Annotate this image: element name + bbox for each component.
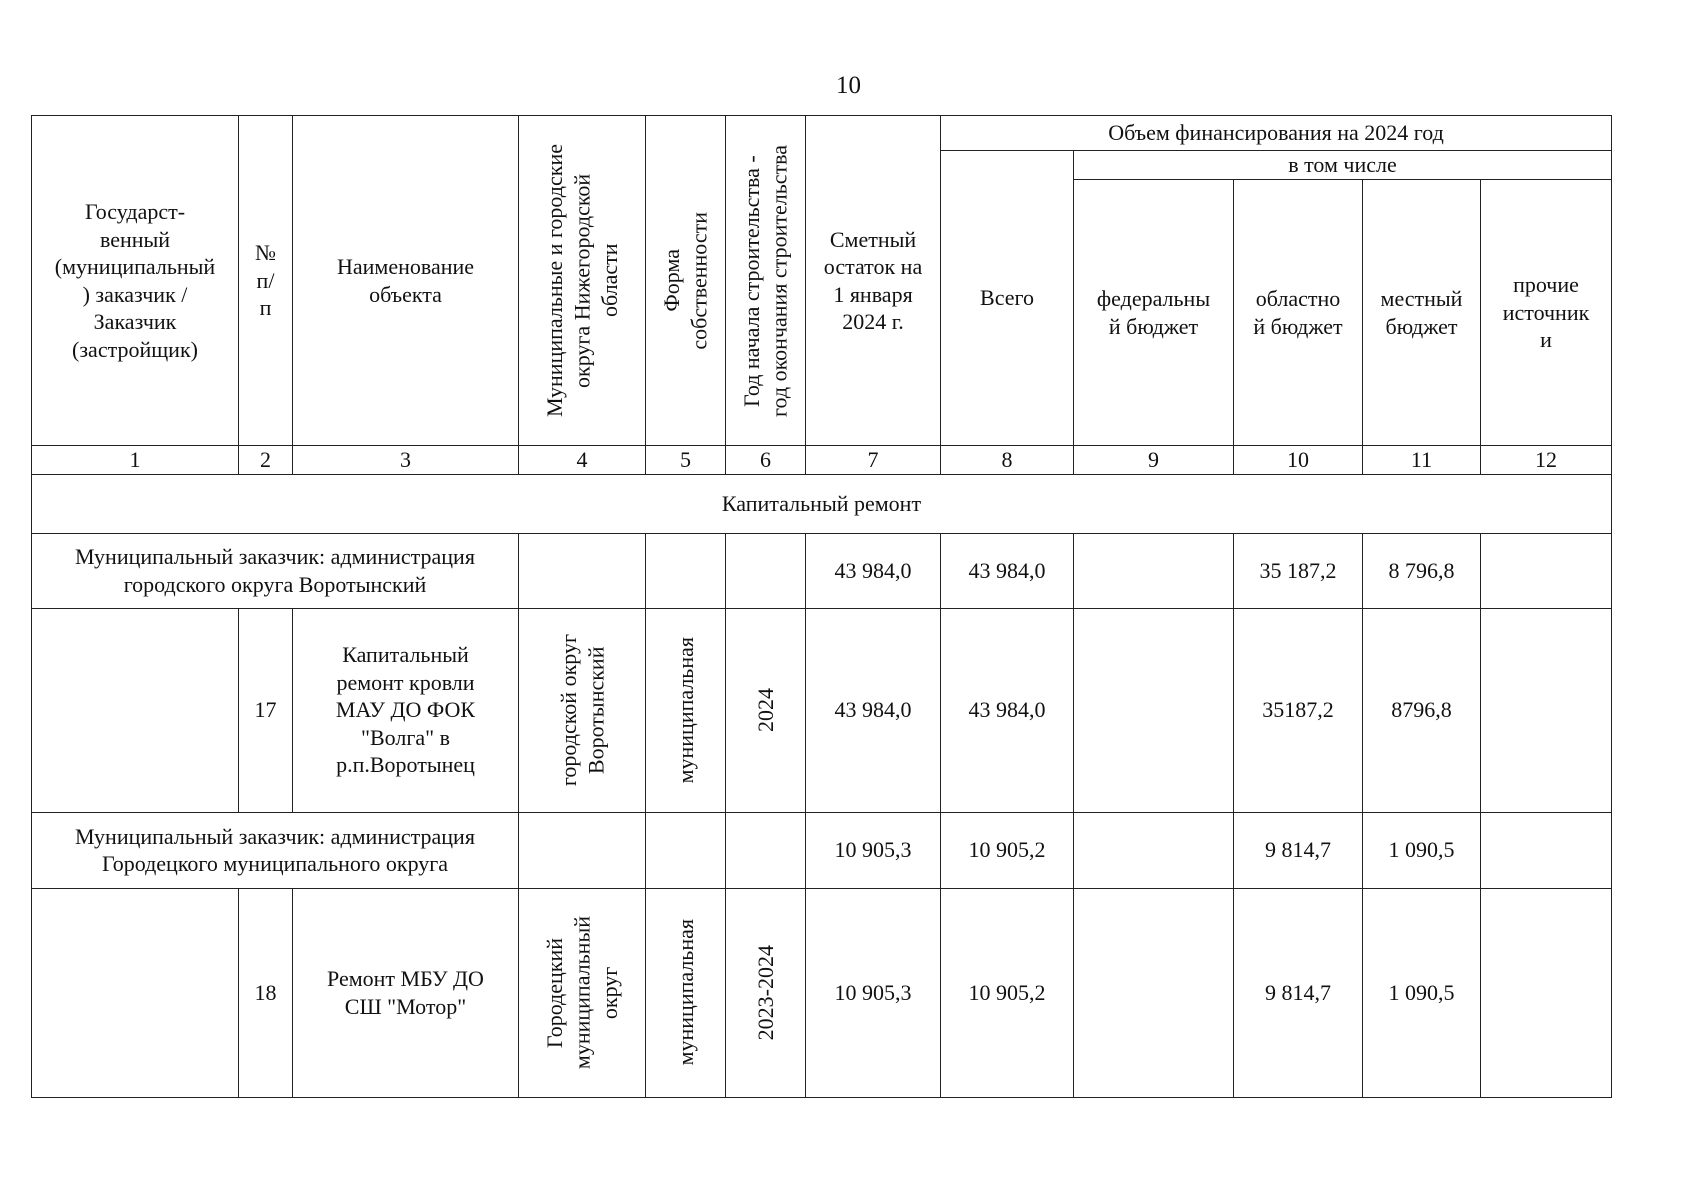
estimate-value: 43 984,0 bbox=[806, 608, 941, 812]
local-value: 8796,8 bbox=[1363, 608, 1481, 812]
local-value: 8 796,8 bbox=[1363, 533, 1481, 608]
estimate-value: 10 905,3 bbox=[806, 812, 941, 888]
customer-ownership bbox=[646, 812, 726, 888]
customer-name: Муниципальный заказчик: администрация Городецкого муниципального округа bbox=[32, 812, 519, 888]
column-number: 11 bbox=[1363, 446, 1481, 475]
object-years: 2023-2024 bbox=[726, 888, 806, 1097]
header-local: местный бюджет bbox=[1363, 180, 1481, 446]
header-other: прочие источник и bbox=[1481, 180, 1612, 446]
other-value bbox=[1481, 533, 1612, 608]
local-value: 1 090,5 bbox=[1363, 888, 1481, 1097]
federal-value bbox=[1074, 608, 1234, 812]
header-customer: Государст- венный (муниципальный ) заказчик / Заказчик (застройщик) bbox=[32, 116, 239, 446]
column-number: 3 bbox=[293, 446, 519, 475]
object-number: 18 bbox=[239, 888, 293, 1097]
header-regional: областно й бюджет bbox=[1234, 180, 1363, 446]
column-number: 7 bbox=[806, 446, 941, 475]
header-row-1 bbox=[32, 116, 1612, 151]
page-number: 10 bbox=[836, 72, 861, 99]
total-value: 10 905,2 bbox=[941, 812, 1074, 888]
customer-ownership bbox=[646, 533, 726, 608]
federal-value bbox=[1074, 533, 1234, 608]
regional-value: 9 814,7 bbox=[1234, 888, 1363, 1097]
object-ownership: муниципальная bbox=[646, 888, 726, 1097]
header-municipality: Муниципальные и городские округа Нижегородской области bbox=[519, 116, 646, 446]
other-value bbox=[1481, 812, 1612, 888]
customer-municipality bbox=[519, 812, 646, 888]
header-object-name: Наименование объекта bbox=[293, 116, 519, 446]
section-title: Капитальный ремонт bbox=[32, 474, 1612, 533]
object-row bbox=[32, 608, 1612, 812]
column-number: 6 bbox=[726, 446, 806, 475]
object-name: Ремонт МБУ ДО СШ "Мотор" bbox=[293, 888, 519, 1097]
federal-value bbox=[1074, 812, 1234, 888]
header-including: в том числе bbox=[1074, 151, 1612, 180]
regional-value: 35 187,2 bbox=[1234, 533, 1363, 608]
object-name: Капитальный ремонт кровли МАУ ДО ФОК "Волга" в р.п.Воротынец bbox=[293, 608, 519, 812]
object-municipality: Городецкий муниципальный округ bbox=[519, 888, 646, 1097]
customer-row bbox=[32, 533, 1612, 608]
financing-table bbox=[31, 115, 1612, 1098]
header-number: № п/ п bbox=[239, 116, 293, 446]
estimate-value: 43 984,0 bbox=[806, 533, 941, 608]
other-value bbox=[1481, 608, 1612, 812]
object-row bbox=[32, 888, 1612, 1097]
object-customer bbox=[32, 608, 239, 812]
object-municipality: городской округ Воротынский bbox=[519, 608, 646, 812]
local-value: 1 090,5 bbox=[1363, 812, 1481, 888]
object-ownership: муниципальная bbox=[646, 608, 726, 812]
header-ownership: Форма собственности bbox=[646, 116, 726, 446]
other-value bbox=[1481, 888, 1612, 1097]
customer-municipality bbox=[519, 533, 646, 608]
column-number: 9 bbox=[1074, 446, 1234, 475]
column-number: 8 bbox=[941, 446, 1074, 475]
customer-years bbox=[726, 812, 806, 888]
customer-years bbox=[726, 533, 806, 608]
column-number: 4 bbox=[519, 446, 646, 475]
column-number: 1 bbox=[32, 446, 239, 475]
object-customer bbox=[32, 888, 239, 1097]
column-number: 12 bbox=[1481, 446, 1612, 475]
column-number: 2 bbox=[239, 446, 293, 475]
header-federal: федеральны й бюджет bbox=[1074, 180, 1234, 446]
total-value: 43 984,0 bbox=[941, 608, 1074, 812]
section-row bbox=[32, 474, 1612, 533]
customer-name: Муниципальный заказчик: администрация городского округа Воротынский bbox=[32, 533, 519, 608]
total-value: 10 905,2 bbox=[941, 888, 1074, 1097]
column-number: 10 bbox=[1234, 446, 1363, 475]
object-years: 2024 bbox=[726, 608, 806, 812]
header-financing-title: Объем финансирования на 2024 год bbox=[941, 116, 1612, 151]
regional-value: 9 814,7 bbox=[1234, 812, 1363, 888]
total-value: 43 984,0 bbox=[941, 533, 1074, 608]
customer-row bbox=[32, 812, 1612, 888]
header-total: Всего bbox=[941, 151, 1074, 446]
column-numbers-row bbox=[32, 446, 1612, 475]
object-number: 17 bbox=[239, 608, 293, 812]
estimate-value: 10 905,3 bbox=[806, 888, 941, 1097]
header-estimate-balance: Сметный остаток на 1 января 2024 г. bbox=[806, 116, 941, 446]
header-years: Год начала строительства - год окончания строительства bbox=[726, 116, 806, 446]
federal-value bbox=[1074, 888, 1234, 1097]
column-number: 5 bbox=[646, 446, 726, 475]
regional-value: 35187,2 bbox=[1234, 608, 1363, 812]
